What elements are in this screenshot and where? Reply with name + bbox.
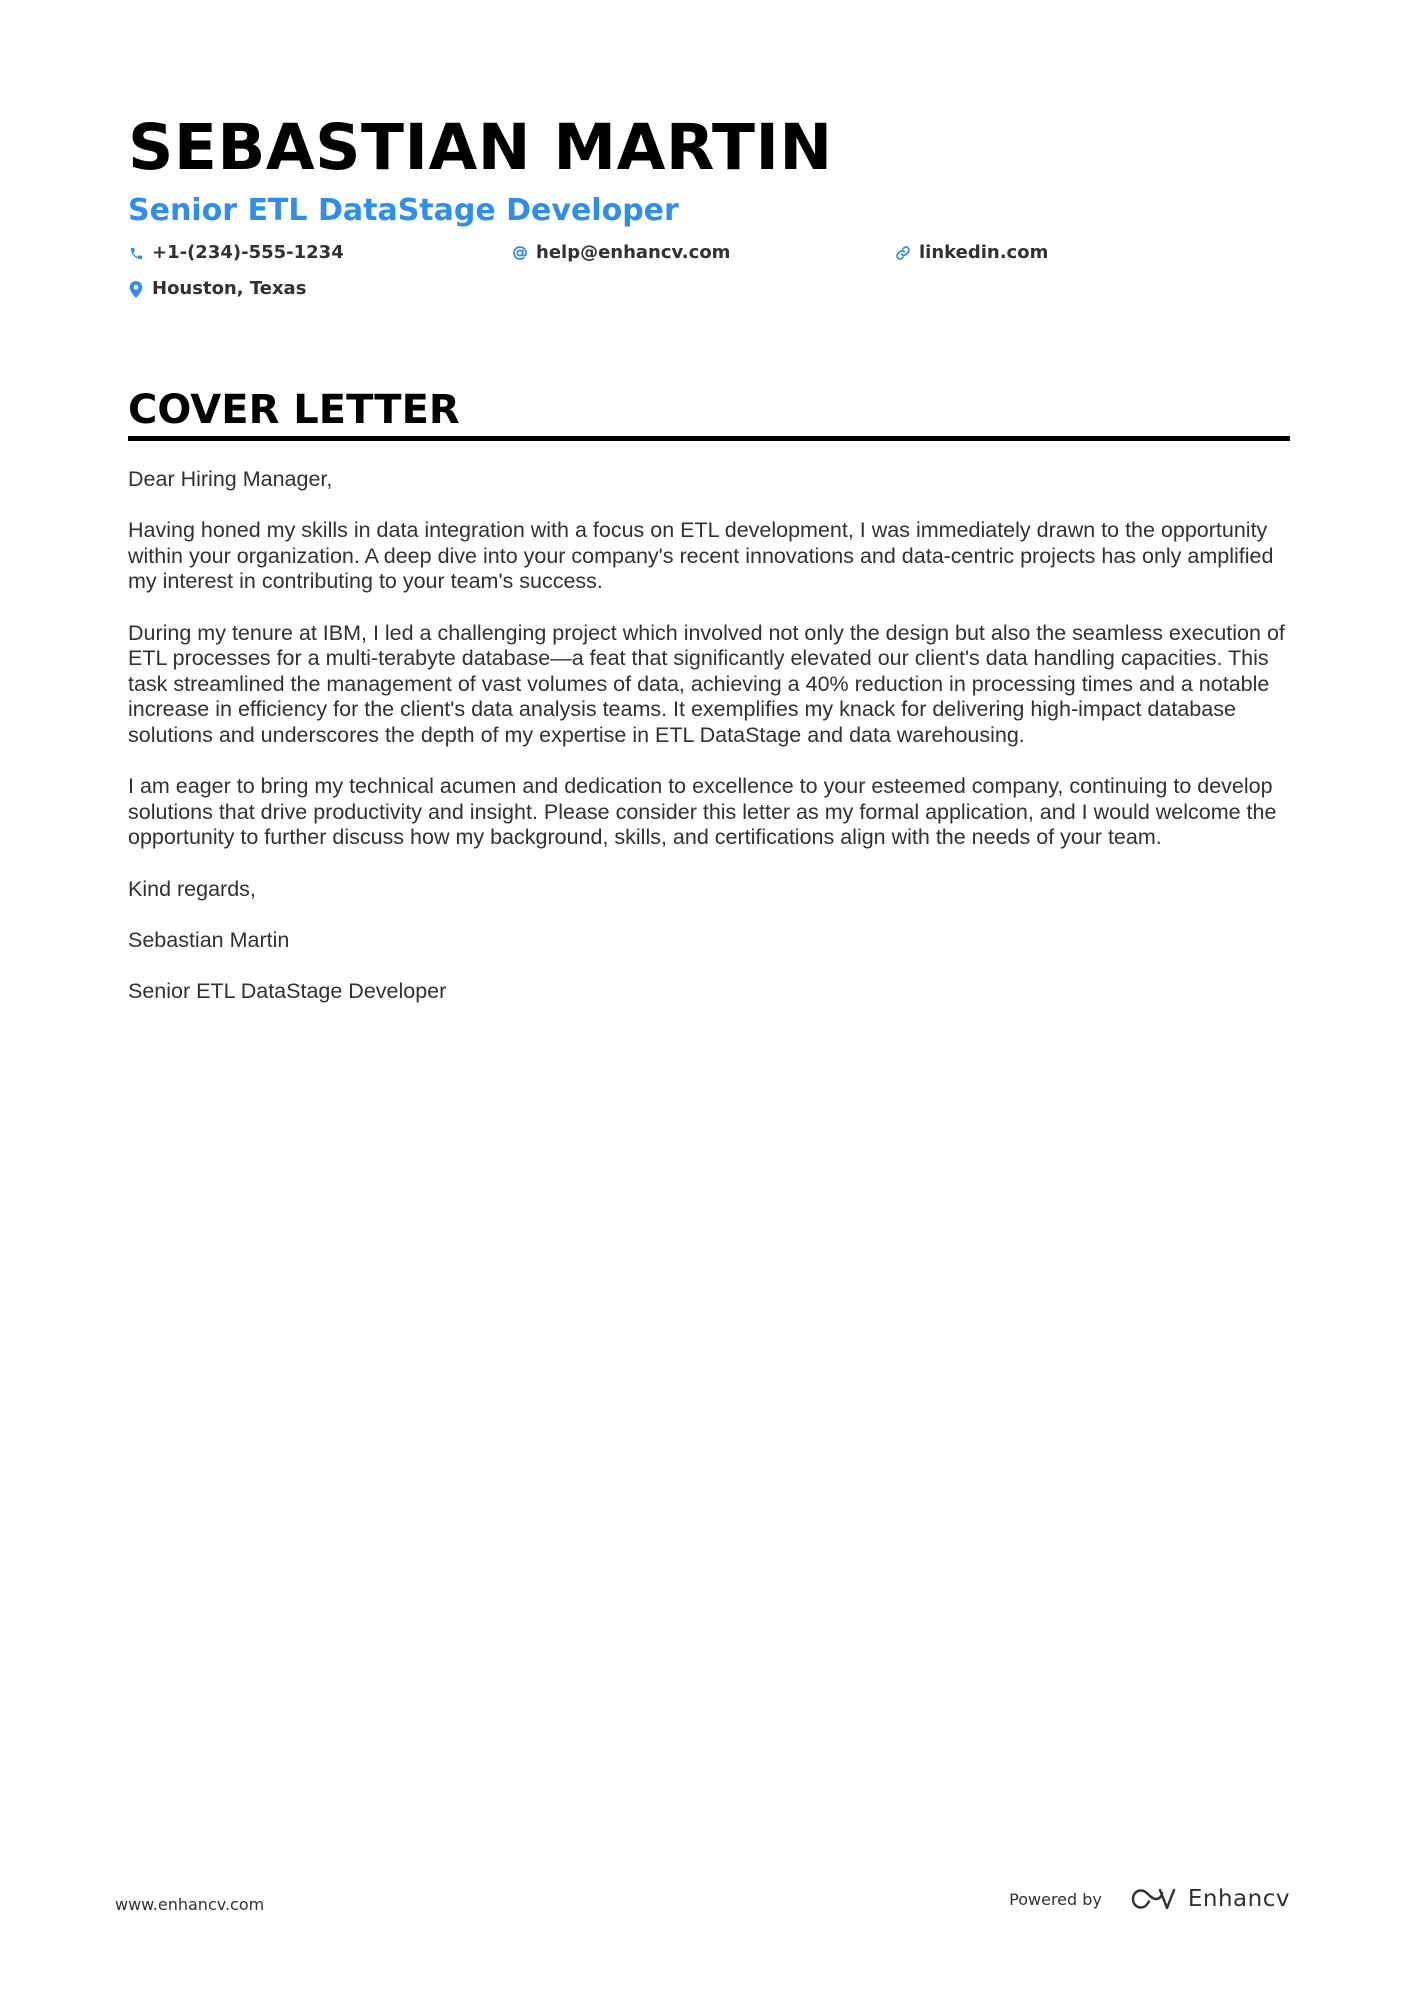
candidate-name: SEBASTIAN MARTIN (128, 111, 833, 184)
phone-icon (128, 244, 144, 262)
contact-email[interactable] (512, 241, 730, 265)
location-text: Houston, Texas (152, 278, 307, 299)
signature-title: Senior ETL DataStage Developer (128, 978, 447, 1003)
footer-url[interactable]: www.enhancv.com (115, 1895, 265, 1914)
section-heading: COVER LETTER (128, 387, 460, 433)
contact-website[interactable] (895, 241, 1048, 265)
enhancv-logo-icon (1130, 1886, 1176, 1912)
website-text[interactable]: linkedin.com (919, 242, 1049, 263)
letter-body (128, 467, 1298, 1030)
letter-paragraph: I am eager to bring my technical acumen and dedication to excellence to your esteemed company, continuing to develop solutions that drive productivity and insight. Please consider this letter as my formal application, and I would welcome the opportunity to further discuss how my background, skills, and certifications align with the needs of your team. (128, 774, 1277, 850)
letter-salutation: Dear Hiring Manager, (128, 467, 333, 491)
letter-paragraph: Having honed my skills in data integration with a focus on ETL development, I was immediately drawn to the opportunity within your organization. A deep dive into your company's recent innovations and data-centric projects has only amplified my interest in contributing to your team's success. (128, 518, 1274, 594)
brand-name: Enhancv (1187, 1886, 1290, 1912)
job-title: Senior ETL DataStage Developer (128, 193, 679, 228)
letter-paragraph: During my tenure at IBM, I led a challenging project which involved not only the design but also the seamless execution of ETL processes for a multi-terabyte database—a feat that significantly elevated our client's data handling capacities. This task streamlined the management of vast volumes of data, achieving a 40% reduction in processing times and a notable increase in efficiency for the client's data analysis teams. It exemplifies my knack for delivering high-impact database solutions and underscores the depth of my expertise in ETL DataStage and data warehousing. (128, 620, 1285, 747)
phone-text: +1-(234)-555-1234 (152, 242, 344, 263)
email-text[interactable]: help@enhancv.com (536, 242, 731, 263)
powered-by-label: Powered by (1009, 1889, 1102, 1909)
contact-location (128, 277, 306, 301)
map-pin-icon (128, 280, 144, 298)
at-sign-icon (512, 244, 528, 262)
link-icon (895, 244, 911, 262)
contact-phone (128, 241, 344, 265)
section-divider (128, 436, 1290, 441)
letter-closing: Kind regards, (128, 876, 256, 901)
signature-name: Sebastian Martin (128, 927, 290, 952)
footer-branding[interactable] (1009, 1886, 1290, 1912)
